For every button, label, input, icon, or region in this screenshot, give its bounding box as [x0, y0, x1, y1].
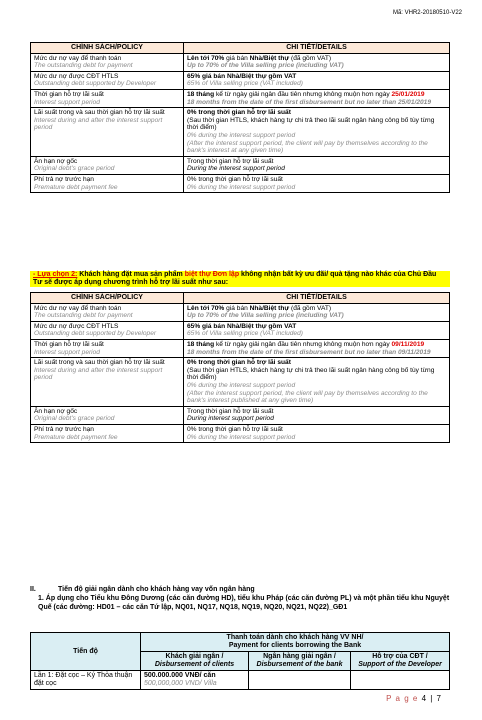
deadline-date: 09/11/2019 [391, 340, 425, 348]
policy-vi: Mức dư nợ vay để thanh toán [34, 54, 122, 62]
detail-bold: 65% giá bán Nhà/Biệt thự gồm VAT [187, 72, 297, 80]
detail-bold: 0% trong thời gian hỗ trợ lãi suất [187, 109, 291, 117]
sub-en: Disbursement of the bank [256, 661, 343, 668]
detail-en: During the interest support period [187, 165, 285, 173]
note-label: - Lựa chọn 2: [33, 271, 78, 278]
section-subtitle: 1. Áp dụng cho Tiểu khu Đông Dương (các căn đường HD), tiểu khu Pháp (các căn đường PL) và một phần tiểu khu Nguyệt Quế (các đường: HD01 – các căn Tứ lập, NQ01, NQ17, NQ18, NQ19, NQ20, NQ21, NQ22)_GĐ1 [38, 595, 450, 611]
detail-bold: 18 tháng [187, 340, 215, 348]
detail-bold: Nhà/Biệt thự [249, 304, 290, 312]
detail-text: (Sau thời gian HTLS, khách hàng tự chi trả theo lãi suất ngân hàng công bố tùy từng thời điểm) [187, 366, 435, 382]
table-row [31, 339, 450, 357]
table-row [31, 174, 450, 192]
disbursement-table [30, 632, 450, 690]
section-title: Tiến độ giải ngân dành cho khách hàng vay vốn ngân hàng [58, 586, 255, 593]
header-policy: CHÍNH SÁCH/POLICY [31, 293, 184, 304]
group-en: Payment for clients borrowing the Bank [228, 642, 362, 649]
note-text: Khách hàng đặt mua sản phẩm [77, 271, 185, 278]
detail-text: (đã gồm VAT) [289, 54, 332, 62]
header-client-disbursement [141, 652, 249, 671]
table-header-row [31, 293, 450, 304]
deadline-date: 25/01/2019 [391, 90, 425, 98]
option-2-note [30, 271, 450, 287]
detail-en: 0% during the interest support period [187, 183, 296, 191]
header-bank-disbursement [249, 652, 351, 671]
policy-en: Premature debt payment fee [34, 433, 118, 441]
header-details: CHI TIẾT/DETAILS [184, 43, 450, 54]
header-details: CHI TIẾT/DETAILS [184, 293, 450, 304]
policy-en: Interest during and after the interest support period [34, 116, 163, 132]
row-empty [351, 671, 450, 690]
row-value-vi: 500.000.000 VNĐ/ căn [144, 672, 216, 679]
detail-text: 0% trong thời gian hỗ trợ lãi suất [187, 425, 283, 433]
section-number: II. [30, 586, 36, 593]
detail-en: 18 months from the date of the first disbursement but no later than 09/11/2019 [187, 348, 431, 356]
table-row [31, 358, 450, 407]
row-value [141, 671, 249, 690]
detail-en: During interest support period [187, 415, 274, 423]
table-row [31, 53, 450, 71]
detail-en: 65% of Villa selling price (VAT included) [187, 80, 303, 88]
header-progress: Tiến độ [31, 633, 141, 671]
page-footer [386, 694, 442, 703]
policy-en: The outstanding debt for payment [34, 62, 133, 70]
detail-text: Trong thời gian hỗ trợ lãi suất [187, 407, 274, 415]
table-header-row [31, 43, 450, 54]
note-highlight: biệt thự Đơn lập [184, 271, 240, 278]
row-value-en: 500,000,000 VND/ Villa [144, 680, 217, 687]
table-row [31, 671, 450, 690]
detail-bold: 0% trong thời gian hỗ trợ lãi suất [187, 359, 291, 367]
page-number: 4 | 7 [421, 694, 442, 703]
policy-vi: Lãi suất trong và sau thời gian hỗ trợ lãi suất [34, 109, 165, 117]
policy-en: Interest during and after the interest support period [34, 366, 163, 382]
detail-en: 18 months from the date of the first disbursement but no later than 25/01/2019 [187, 98, 432, 106]
policy-en: Outstanding debt supported by Developer [34, 80, 157, 88]
detail-text: giá bán [224, 304, 250, 312]
note-text: không nhận bất kỳ ưu đãi/ quà tặng nào khác của Chủ Đầu Tư sẽ được áp dụng chương trình hỗ trợ lãi suất như sau: [33, 271, 437, 286]
table-row [31, 156, 450, 174]
detail-text: (Sau thời gian HTLS, khách hàng tự chi trả theo lãi suất ngân hàng công bố tùy từng thời điểm) [187, 116, 435, 132]
policy-table-2 [30, 292, 450, 443]
detail-text: Trong thời gian hỗ trợ lãi suất [187, 157, 274, 165]
footer-label: P a g e [386, 694, 419, 703]
table-row [31, 406, 450, 424]
detail-bold: Lên tới 70% [187, 54, 225, 62]
policy-vi: Lãi suất trong và sau thời gian hỗ trợ lãi suất [34, 359, 165, 367]
policy-en: Premature debt payment fee [34, 183, 118, 191]
table-row [31, 89, 450, 107]
header-developer-support [351, 652, 450, 671]
policy-vi: Thời gian hỗ trợ lãi suất [34, 340, 104, 348]
detail-en: (After the interest support period, the client will pay by themselves according to the bank's interest at any given time) [187, 139, 428, 155]
detail-bold: 65% giá bán Nhà/Biệt thự gồm VAT [187, 322, 297, 330]
detail-en: (After the interest support period, the client will pay by themselves according to the bank's interest published at any given time) [187, 389, 428, 405]
detail-text: kể từ ngày giải ngân đầu tiên nhưng không muộn hơn ngày [214, 340, 392, 348]
detail-bold: Lên tới 70% [187, 304, 225, 312]
row-label: Lần 1: Đặt cọc – Ký Thỏa thuận đặt cọc [31, 671, 141, 690]
document-code: Mã: VHR2-20180510-V22 [392, 10, 462, 16]
policy-vi: Mức dư nợ vay để thanh toán [34, 304, 122, 312]
group-vi: Thanh toán dành cho khách hàng VV NH/ [226, 634, 364, 641]
detail-bold: Nhà/Biệt thự [249, 54, 290, 62]
detail-en: 0% during the interest support period [187, 131, 296, 139]
sub-en: Disbursement of clients [154, 661, 235, 668]
detail-text: 0% trong thời gian hỗ trợ lãi suất [187, 175, 283, 183]
policy-vi: Ân hạn nợ gốc [34, 407, 78, 415]
policy-vi: Ân hạn nợ gốc [34, 157, 78, 165]
sub-en: Support of the Developer [358, 661, 442, 668]
policy-vi: Thời gian hỗ trợ lãi suất [34, 90, 104, 98]
section-ii [30, 585, 450, 612]
detail-en: 0% during the interest support period [187, 433, 296, 441]
header-policy: CHÍNH SÁCH/POLICY [31, 43, 184, 54]
table-row [31, 71, 450, 89]
table-row [31, 303, 450, 321]
policy-vi: Mức dư nợ được CĐT HTLS [34, 72, 119, 80]
detail-bold: 18 tháng [187, 90, 215, 98]
policy-en: The outstanding debt for payment [34, 312, 133, 320]
policy-vi: Phí trả nợ trước hạn [34, 425, 94, 433]
detail-text: giá bán [224, 54, 250, 62]
detail-text: kể từ ngày giải ngân đầu tiên nhưng không muộn hơn ngày [214, 90, 392, 98]
policy-vi: Phí trả nợ trước hạn [34, 175, 94, 183]
sub-vi: Khách giải ngân / [165, 653, 224, 660]
table-row [31, 321, 450, 339]
policy-table-1 [30, 42, 450, 193]
policy-en: Outstanding debt supported by Developer [34, 330, 157, 338]
table-row [31, 424, 450, 442]
policy-en: Interest support period [34, 348, 100, 356]
detail-en: 0% during the interest support period [187, 381, 296, 389]
detail-en: Up to 70% of the Villa selling price (including VAT) [187, 62, 344, 70]
policy-vi: Mức dư nợ được CĐT HTLS [34, 322, 119, 330]
detail-text: (đã gồm VAT) [289, 304, 332, 312]
sub-vi: Hỗ trợ của CĐT / [372, 653, 428, 660]
detail-en: Up to 70% of the Villa selling price (including VAT) [187, 312, 344, 320]
row-empty [249, 671, 351, 690]
policy-en: Interest support period [34, 98, 100, 106]
header-payment-group [141, 633, 450, 652]
policy-en: Original debt's grace period [34, 165, 115, 173]
table-row [31, 108, 450, 157]
detail-en: 65% of Villa selling price (VAT included) [187, 330, 303, 338]
policy-en: Original debt's grace period [34, 415, 115, 423]
sub-vi: Ngân hàng giải ngân / [263, 653, 336, 660]
